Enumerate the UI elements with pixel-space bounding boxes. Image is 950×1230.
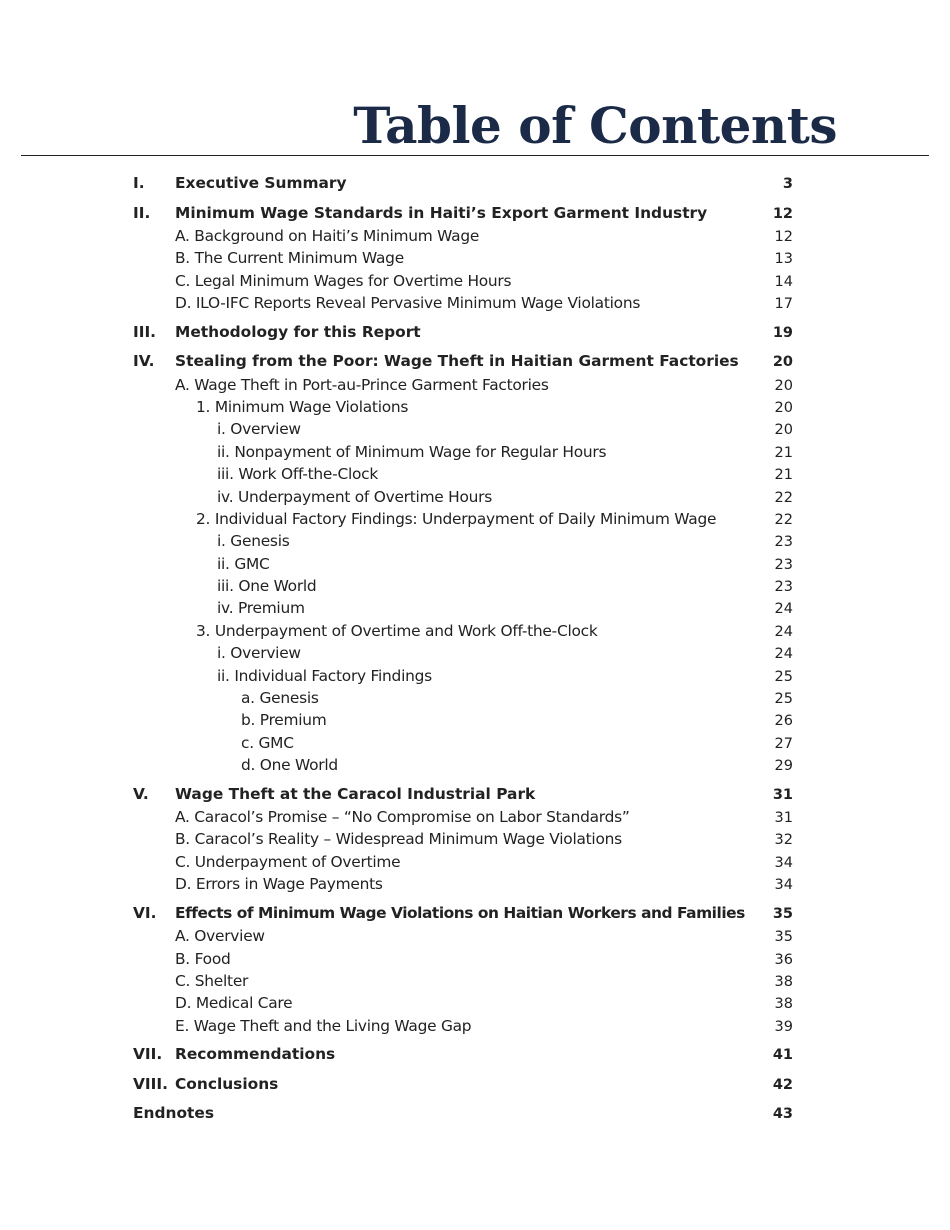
entry-label: iii. Work Off-the-Clock [217, 465, 379, 484]
entry-label: 2. Individual Factory Findings: Underpayment of Daily Minimum Wage [196, 509, 717, 528]
section-number: VI. [133, 903, 157, 922]
entry-label: D. Errors in Wage Payments [175, 875, 383, 894]
page-number: 31 [772, 786, 793, 803]
toc-section-heading[interactable] [133, 174, 793, 198]
toc-entry[interactable] [133, 599, 793, 621]
section-number: VII. [133, 1045, 163, 1064]
entry-label: i. Overview [217, 420, 301, 439]
entry-label: i. Genesis [217, 532, 290, 551]
toc-entry[interactable] [133, 972, 793, 994]
toc-entry[interactable] [133, 465, 793, 487]
page-number: 34 [774, 877, 793, 894]
entry-label: a. Genesis [241, 689, 319, 708]
toc-section-heading[interactable] [133, 785, 793, 809]
page-number: 41 [772, 1047, 793, 1064]
section-title: Conclusions [175, 1074, 279, 1093]
page-number: 22 [774, 511, 793, 528]
entry-label: A. Background on Haiti’s Minimum Wage [175, 227, 480, 245]
entry-label: iv. Underpayment of Overtime Hours [217, 487, 493, 506]
entry-label: i. Overview [217, 644, 301, 663]
page-number: 13 [774, 251, 793, 268]
entry-label: E. Wage Theft and the Living Wage Gap [175, 1016, 472, 1035]
toc-section-heading[interactable] [133, 323, 793, 347]
page-number: 17 [774, 296, 793, 313]
page-number: 24 [774, 646, 793, 663]
toc-entry[interactable] [133, 689, 793, 711]
toc-entry[interactable] [133, 830, 793, 852]
section-number: I. [133, 174, 145, 192]
page-number: 23 [774, 556, 793, 573]
toc-section [133, 323, 793, 347]
page-number: 35 [774, 929, 793, 946]
toc-entry[interactable] [133, 376, 793, 398]
entry-label: A. Overview [175, 927, 265, 946]
page-number: 20 [774, 422, 793, 439]
page-number: 3 [782, 176, 793, 192]
entry-label: 1. Minimum Wage Violations [196, 397, 409, 416]
page-number: 25 [774, 668, 793, 685]
entry-label: C. Shelter [175, 971, 249, 990]
page-number: 25 [774, 691, 793, 708]
page-number: 21 [774, 444, 793, 461]
toc-entry[interactable] [133, 711, 793, 733]
toc-section-heading[interactable] [133, 1045, 793, 1069]
page-number: 26 [774, 713, 793, 730]
entry-label: iv. Premium [217, 599, 305, 618]
page-number: 42 [772, 1076, 793, 1093]
toc-section [133, 174, 793, 198]
entry-label: iii. One World [217, 577, 317, 596]
entry-label: c. GMC [241, 733, 294, 752]
toc-entry[interactable] [133, 532, 793, 554]
page-number: 23 [774, 579, 793, 596]
page-number: 38 [774, 996, 793, 1013]
toc-section [133, 1075, 793, 1099]
section-title: Minimum Wage Standards in Haiti’s Export Garment Industry [175, 203, 708, 222]
toc-entry[interactable] [133, 622, 793, 644]
entry-label: ii. GMC [217, 554, 270, 573]
page-number: 12 [774, 229, 793, 245]
page-number: 38 [774, 973, 793, 990]
page-number: 39 [774, 1018, 793, 1035]
toc-section [133, 904, 793, 1039]
entry-label: b. Premium [241, 711, 327, 730]
page-number: 21 [774, 467, 793, 484]
toc-entry[interactable] [133, 853, 793, 875]
toc-section-heading[interactable] [133, 1075, 793, 1099]
page-number: 29 [774, 758, 793, 775]
page-number: 22 [774, 489, 793, 506]
section-number: IV. [133, 352, 155, 371]
page-number: 35 [772, 905, 793, 922]
toc-entry[interactable] [133, 927, 793, 949]
entry-label: 3. Underpayment of Overtime and Work Off-the-Clock [196, 621, 598, 640]
toc-section [133, 1045, 793, 1069]
toc-entry[interactable] [133, 950, 793, 972]
toc-entry[interactable] [133, 756, 793, 778]
section-title: Effects of Minimum Wage Violations on Haitian Workers and Families [175, 903, 745, 922]
toc-entry[interactable] [133, 734, 793, 756]
toc-section-heading[interactable] [133, 352, 793, 376]
toc-entry[interactable] [133, 644, 793, 666]
section-number: VIII. [133, 1074, 168, 1093]
section-title: Recommendations [175, 1045, 336, 1064]
toc-entry[interactable] [133, 398, 793, 420]
entry-label: C. Underpayment of Overtime [175, 852, 401, 871]
entry-label: D. ILO-IFC Reports Reveal Pervasive Minimum Wage Violations [175, 294, 641, 313]
entry-label: ii. Nonpayment of Minimum Wage for Regular Hours [217, 442, 607, 461]
page-number: 23 [774, 534, 793, 551]
page-number: 20 [774, 377, 793, 394]
toc-entry[interactable] [133, 577, 793, 599]
toc-entry[interactable] [133, 488, 793, 510]
page-number: 43 [772, 1106, 793, 1123]
page-number: 14 [774, 273, 793, 290]
entry-label: B. The Current Minimum Wage [175, 249, 404, 268]
toc-entry[interactable] [133, 808, 793, 830]
section-title: Stealing from the Poor: Wage Theft in Haitian Garment Factories [175, 352, 739, 371]
section-title: Executive Summary [175, 174, 347, 192]
section-title: Wage Theft at the Caracol Industrial Park [175, 784, 536, 803]
page-number: 12 [772, 205, 793, 222]
page-number: 32 [774, 832, 793, 849]
toc-entry[interactable] [133, 443, 793, 465]
entry-label: C. Legal Minimum Wages for Overtime Hours [175, 271, 512, 290]
section-number: V. [133, 784, 149, 803]
toc-section [133, 785, 793, 898]
toc-entry[interactable] [133, 667, 793, 689]
entry-label: A. Wage Theft in Port-au-Prince Garment Factories [175, 375, 549, 394]
entry-label: B. Food [175, 949, 231, 968]
toc-section-heading[interactable] [133, 904, 793, 928]
section-number: II. [133, 203, 151, 222]
toc-entry[interactable] [133, 875, 793, 897]
toc-entry[interactable] [133, 1017, 793, 1039]
section-number: III. [133, 322, 157, 341]
endnotes-title: Endnotes [133, 1104, 214, 1123]
toc-entry[interactable] [133, 510, 793, 532]
page-number: 27 [774, 735, 793, 752]
page-number: 19 [772, 324, 793, 341]
title-divider [21, 155, 929, 156]
toc-entry[interactable] [133, 555, 793, 577]
page-number: 31 [774, 810, 793, 827]
toc-entry[interactable] [133, 272, 793, 294]
toc-endnotes[interactable] [133, 1104, 793, 1128]
page-number: 24 [774, 623, 793, 640]
entry-label: ii. Individual Factory Findings [217, 666, 432, 685]
toc-list [133, 174, 793, 1134]
section-title: Methodology for this Report [175, 322, 421, 341]
page-number: 34 [774, 854, 793, 871]
toc-section-heading[interactable] [133, 204, 793, 228]
page-title: Table of Contents [353, 96, 837, 155]
toc-section [133, 204, 793, 317]
page-number: 24 [774, 601, 793, 618]
toc-entry[interactable] [133, 420, 793, 442]
page-number: 20 [772, 354, 793, 371]
toc-section [133, 1104, 793, 1128]
page-number: 20 [774, 399, 793, 416]
entry-label: D. Medical Care [175, 994, 293, 1013]
page-number: 36 [774, 951, 793, 968]
toc-entry[interactable] [133, 227, 793, 249]
toc-section [133, 352, 793, 779]
entry-label: B. Caracol’s Reality – Widespread Minimum Wage Violations [175, 830, 622, 849]
entry-label: A. Caracol’s Promise – “No Compromise on Labor Standards” [175, 808, 630, 827]
entry-label: d. One World [241, 756, 338, 775]
toc-entry[interactable] [133, 249, 793, 271]
toc-entry[interactable] [133, 994, 793, 1016]
toc-entry[interactable] [133, 294, 793, 316]
